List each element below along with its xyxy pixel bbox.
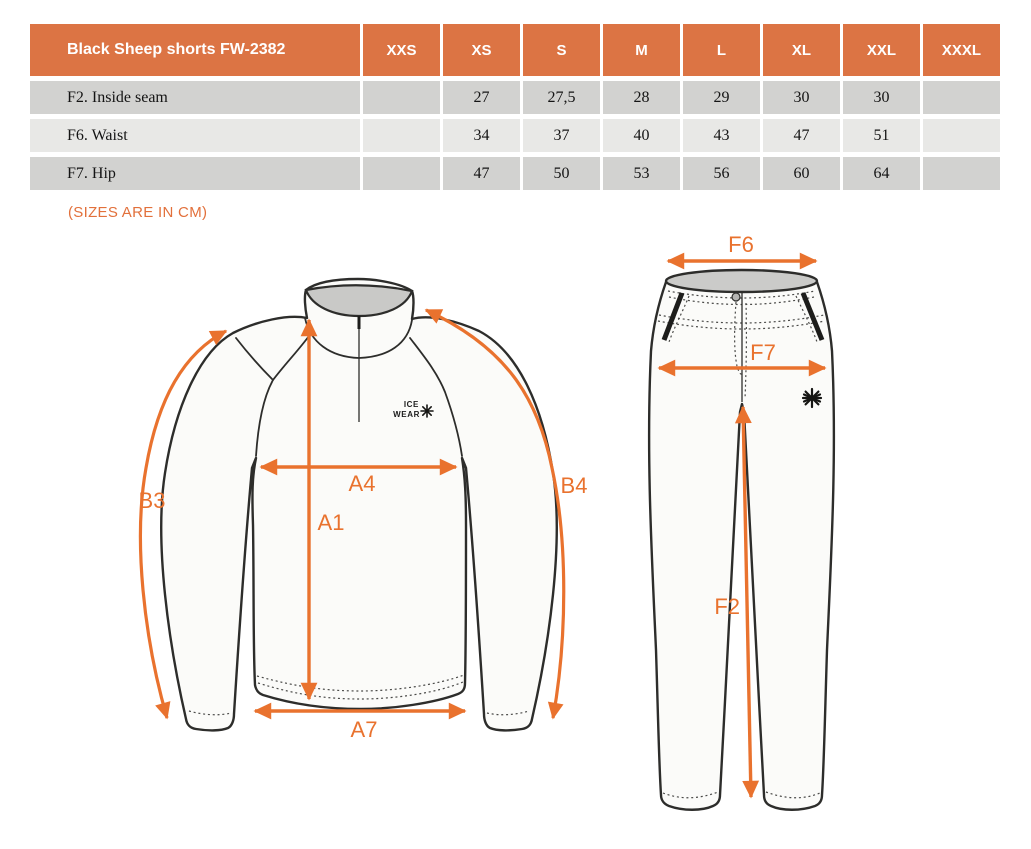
size-header-xs: XS bbox=[443, 24, 520, 76]
label-a1: A1 bbox=[317, 510, 345, 535]
cell-value bbox=[923, 81, 1000, 114]
cell-value bbox=[363, 119, 440, 152]
table-header-row bbox=[30, 24, 1000, 76]
table-row-waist bbox=[30, 119, 1000, 152]
table-row-hip bbox=[30, 157, 1000, 190]
size-header-l: L bbox=[683, 24, 760, 76]
label-a7: A7 bbox=[350, 717, 378, 742]
measure-label: F7. Hip bbox=[30, 157, 360, 190]
cell-value: 37 bbox=[523, 119, 600, 152]
cell-value: 29 bbox=[683, 81, 760, 114]
cell-value: 64 bbox=[843, 157, 920, 190]
cell-value: 53 bbox=[603, 157, 680, 190]
shirt-logo-text-wear: WEAR bbox=[393, 410, 420, 419]
cell-value: 28 bbox=[603, 81, 680, 114]
table-row-inside-seam bbox=[30, 81, 1000, 114]
cell-value: 60 bbox=[763, 157, 840, 190]
cell-value: 40 bbox=[603, 119, 680, 152]
waist-opening bbox=[666, 270, 817, 292]
size-header-xxl: XXL bbox=[843, 24, 920, 76]
shirt-logo-snowflake-icon bbox=[421, 405, 433, 417]
cell-value bbox=[923, 157, 1000, 190]
cell-value bbox=[363, 157, 440, 190]
size-header-xl: XL bbox=[763, 24, 840, 76]
shirt-drawing bbox=[139, 279, 588, 742]
pants-snowflake-icon bbox=[803, 389, 821, 407]
waist-button bbox=[732, 293, 740, 301]
cell-value: 27,5 bbox=[523, 81, 600, 114]
size-header-xxs: XXS bbox=[363, 24, 440, 76]
label-b4: B4 bbox=[560, 473, 588, 498]
garment-diagrams bbox=[0, 225, 1031, 849]
cell-value: 30 bbox=[843, 81, 920, 114]
label-b3: B3 bbox=[138, 488, 166, 513]
measure-label: F2. Inside seam bbox=[30, 81, 360, 114]
size-header-s: S bbox=[523, 24, 600, 76]
cell-value: 30 bbox=[763, 81, 840, 114]
label-f2: F2 bbox=[714, 594, 740, 619]
size-header-m: M bbox=[603, 24, 680, 76]
shirt-logo-text-ice: ICE bbox=[403, 400, 419, 409]
label-f6: F6 bbox=[728, 232, 754, 257]
cell-value: 34 bbox=[443, 119, 520, 152]
cell-value: 43 bbox=[683, 119, 760, 152]
label-f7: F7 bbox=[750, 340, 776, 365]
pants-drawing bbox=[649, 232, 834, 810]
measure-label: F6. Waist bbox=[30, 119, 360, 152]
size-table bbox=[27, 19, 1003, 195]
cell-value bbox=[923, 119, 1000, 152]
cell-value: 50 bbox=[523, 157, 600, 190]
cell-value: 47 bbox=[443, 157, 520, 190]
cell-value bbox=[363, 81, 440, 114]
cell-value: 47 bbox=[763, 119, 840, 152]
cell-value: 27 bbox=[443, 81, 520, 114]
label-a4: A4 bbox=[348, 471, 376, 496]
cell-value: 51 bbox=[843, 119, 920, 152]
sizes-note: (SIZES ARE IN CM) bbox=[68, 204, 208, 221]
cell-value: 56 bbox=[683, 157, 760, 190]
size-header-xxxl: XXXL bbox=[923, 24, 1000, 76]
product-title: Black Sheep shorts FW-2382 bbox=[30, 24, 360, 76]
